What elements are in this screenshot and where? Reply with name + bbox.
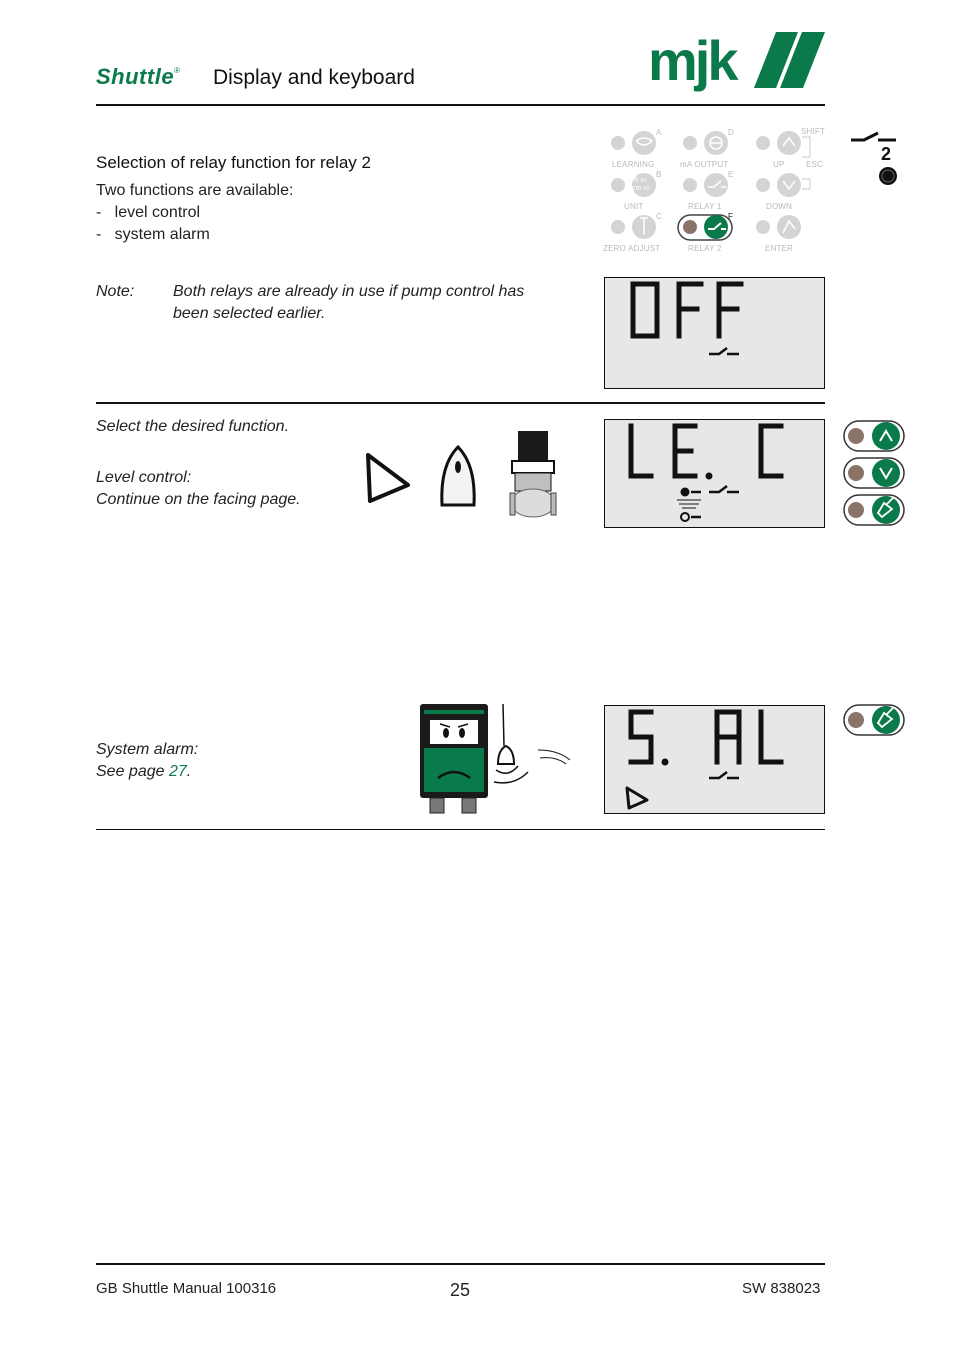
note-label: Note: <box>96 283 135 300</box>
intro-text: Two functions are available: <box>96 182 294 199</box>
keypad-letter: F <box>728 212 734 221</box>
keypad-label-learning: LEARNING <box>612 160 655 169</box>
enter-key[interactable] <box>842 702 908 740</box>
keypad-label-shift: SHIFT <box>801 127 826 136</box>
footer-manual-id: GB Shuttle Manual 100316 <box>96 1280 277 1297</box>
keypad-letter: B <box>656 170 662 179</box>
keypad-label-esc: ESC <box>806 160 824 169</box>
logo-wordmark: mjk <box>648 30 736 92</box>
brand-name: Shuttle® <box>96 64 181 89</box>
level-control-label: Level control: <box>96 469 192 486</box>
system-alarm-text: See page 27. <box>96 763 192 780</box>
lcd-display-off <box>604 277 825 389</box>
keypad-label-enter: ENTER <box>765 244 794 253</box>
relay-number: 2 <box>881 144 892 164</box>
up-button[interactable] <box>844 421 904 451</box>
mjk-logo <box>648 30 826 102</box>
footer-rule <box>96 1263 825 1265</box>
keypad-label-zero-adjust: ZERO ADJUST <box>603 244 661 253</box>
enter-button[interactable] <box>844 495 904 525</box>
unit-glyph: ft in <box>634 177 647 184</box>
unit-glyph: cm m <box>632 185 650 192</box>
lcd-display-level-control <box>604 419 825 528</box>
level-control-text: Continue on the facing page. <box>96 491 301 508</box>
keypad-label-relay1: RELAY 1 <box>688 202 722 211</box>
navigation-keys <box>842 417 908 529</box>
section-rule <box>96 402 825 404</box>
page-title: Display and keyboard <box>213 66 415 89</box>
section-rule <box>96 829 825 830</box>
page-link[interactable]: 27 <box>168 763 187 780</box>
keypad-label-up: UP <box>773 160 785 169</box>
system-alarm-label: System alarm: <box>96 741 199 758</box>
keypad-letter: E <box>728 170 734 179</box>
keypad-label-unit: UNIT <box>624 202 644 211</box>
keypad-label-ma-output: mA OUTPUT <box>680 160 729 169</box>
bullet-item: - level control <box>96 204 201 221</box>
keypad-letter: D <box>728 128 734 137</box>
page-number: 25 <box>450 1280 471 1300</box>
keypad-letter: C <box>656 212 662 221</box>
note-text: Both relays are already in use if pump control has been selected earlier. <box>173 283 525 322</box>
keypad-label-down: DOWN <box>766 202 793 211</box>
select-instruction: Select the desired function. <box>96 418 290 435</box>
keypad-letter: A <box>656 128 662 137</box>
down-button[interactable] <box>844 458 904 488</box>
header-rule <box>96 104 825 106</box>
keypad-overview <box>600 125 830 255</box>
lcd-display-system-alarm <box>604 705 825 814</box>
level-control-illustration <box>360 425 560 520</box>
footer-software-version: SW 838023 <box>742 1280 821 1297</box>
relay-2-symbol <box>848 128 898 188</box>
keypad-label-relay2: RELAY 2 <box>688 244 722 253</box>
bullet-item: - system alarm <box>96 226 210 243</box>
section-heading: Selection of relay function for relay 2 <box>96 153 371 172</box>
system-alarm-illustration <box>418 702 578 817</box>
